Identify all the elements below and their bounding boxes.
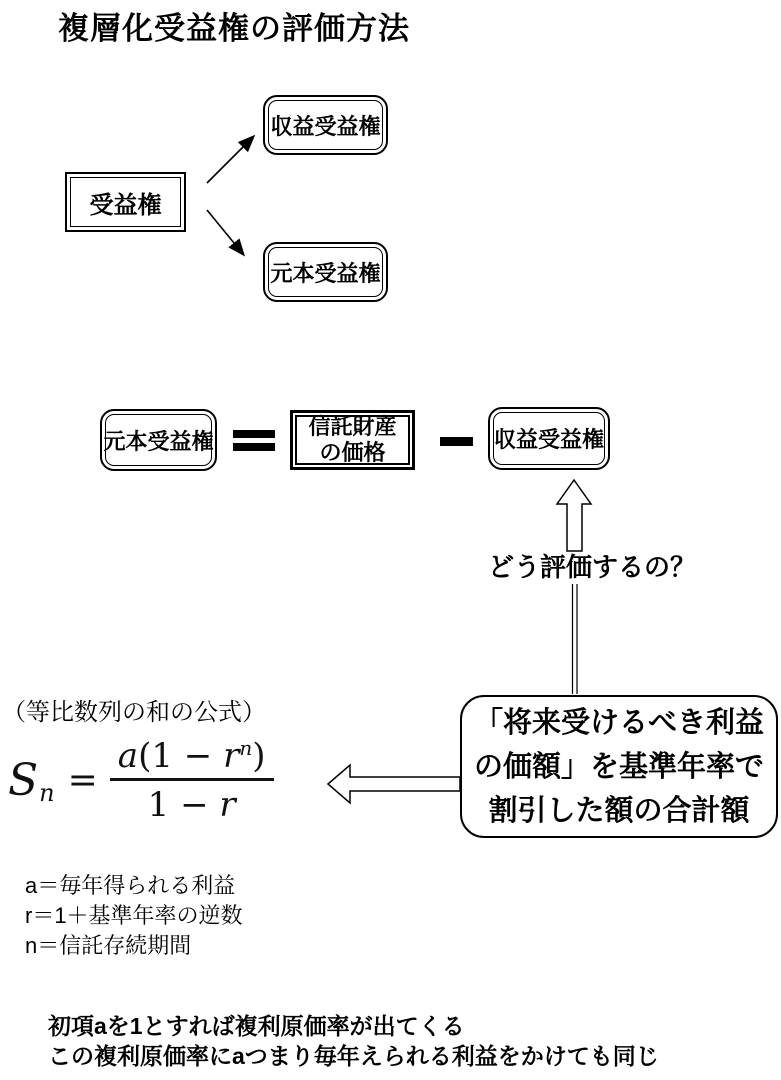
variable-def-r: r＝1＋基準年率の逆数 bbox=[25, 903, 243, 928]
equation-income-box bbox=[488, 407, 610, 470]
formula-S-subscript: n bbox=[39, 778, 55, 807]
callout-line2: の価額」を基準年率で bbox=[473, 750, 764, 783]
variable-definitions bbox=[25, 871, 243, 961]
principal-beneficiary-right-box bbox=[263, 242, 388, 302]
bottom-notes bbox=[48, 1011, 659, 1071]
equation-income-label: 収益受益権 bbox=[493, 412, 605, 465]
beneficiary-right-box bbox=[65, 172, 186, 232]
split-arrow-lower bbox=[207, 210, 243, 254]
geometric-series-formula bbox=[8, 736, 274, 825]
equation-principal-box bbox=[100, 409, 217, 471]
split-arrow-upper bbox=[207, 137, 253, 183]
callout-line3: 割引した額の合計額 bbox=[488, 794, 750, 827]
note-line2: この複利原価率にaつまり毎年えられる利益をかけても同じ bbox=[48, 1043, 659, 1069]
formula-denominator: 1 − r bbox=[147, 785, 236, 825]
formula-S: S bbox=[8, 755, 39, 806]
how-to-evaluate-label: どう評価するの？ bbox=[488, 552, 697, 582]
minus-symbol bbox=[440, 437, 473, 446]
principal-beneficiary-right-label: 元本受益権 bbox=[268, 247, 383, 297]
equation-principal-label: 元本受益権 bbox=[105, 414, 212, 466]
trust-asset-line1: 信託財産 bbox=[308, 414, 397, 439]
income-beneficiary-right-label: 収益受益権 bbox=[268, 100, 383, 150]
income-beneficiary-right-box bbox=[263, 95, 388, 155]
trust-asset-price-box bbox=[290, 410, 415, 470]
equals-symbol bbox=[233, 443, 275, 451]
trust-asset-line2: の価格 bbox=[319, 440, 386, 465]
up-block-arrow bbox=[557, 480, 591, 551]
left-block-arrow bbox=[328, 765, 460, 803]
callout-line1: 「将来受けるべき利益 bbox=[473, 706, 764, 739]
formula-numerator: $a(1 - r^n)$ bbox=[117, 736, 266, 776]
equals-symbol bbox=[233, 430, 275, 438]
formula-fraction bbox=[110, 736, 274, 825]
variable-def-n: n＝信託存続期間 bbox=[25, 933, 192, 958]
formula-caption: （等比数列の和の公式） bbox=[2, 699, 266, 726]
trust-asset-price-label bbox=[295, 415, 410, 465]
note-line1: 初項aを1とすれば複利原価率が出てくる bbox=[48, 1013, 465, 1039]
formula-equals: = bbox=[67, 760, 98, 801]
beneficiary-right-label: 受益権 bbox=[70, 177, 181, 227]
variable-def-a: a＝毎年得られる利益 bbox=[25, 873, 236, 898]
discounted-value-callout bbox=[460, 695, 778, 838]
page-title: 複層化受益権の評価方法 bbox=[58, 11, 410, 46]
